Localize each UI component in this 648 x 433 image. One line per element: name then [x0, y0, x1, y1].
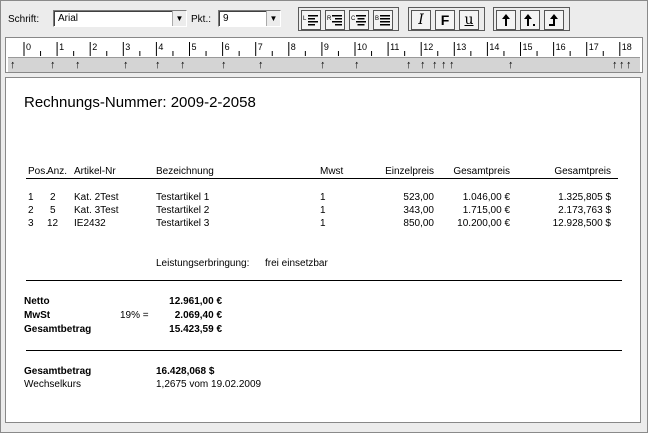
size-select[interactable] — [218, 10, 281, 27]
tab-left-button[interactable] — [496, 10, 516, 30]
chevron-down-icon[interactable]: ▼ — [266, 11, 280, 26]
cell-bezeichnung: Testartikel 2 — [156, 205, 210, 216]
ruler-number: 5 — [191, 42, 197, 52]
tab-stop-marker[interactable]: ↑ — [441, 59, 447, 71]
exchange-rate-label: Wechselkurs — [24, 379, 82, 390]
tab-stop-marker[interactable]: ↑ — [619, 59, 625, 71]
cell-anz: 5 — [50, 205, 56, 216]
font-select-value: Arial — [58, 13, 79, 24]
cell-gesamt-eur: 1.046,00 € — [462, 192, 510, 203]
tab-stop-marker[interactable]: ↑ — [123, 59, 129, 71]
ruler-number: 7 — [257, 42, 263, 52]
cell-anz: 2 — [50, 192, 56, 203]
service-label: Leistungserbringung: — [156, 258, 250, 269]
tab-stops-bar[interactable] — [8, 57, 640, 72]
ruler-scale — [6, 38, 642, 57]
ruler-number: 11 — [390, 42, 400, 52]
ruler-number: 3 — [125, 42, 131, 52]
cell-mwst: 1 — [320, 192, 326, 203]
font-select[interactable] — [53, 10, 187, 27]
cell-gesamt-eur: 10.200,00 € — [457, 218, 510, 229]
ruler-number: 13 — [456, 42, 467, 52]
col-header-gesamtpreis-eur: Gesamtpreis — [453, 166, 510, 177]
tab-stop-marker[interactable]: ↑ — [420, 59, 426, 71]
svg-text:C: C — [351, 16, 356, 22]
cell-bezeichnung: Testartikel 3 — [156, 218, 210, 229]
ruler-number: 18 — [621, 42, 632, 52]
align-right-button[interactable] — [325, 10, 345, 30]
align-right-icon — [327, 12, 343, 28]
align-justify-button[interactable] — [373, 10, 393, 30]
tab-stop-marker[interactable]: ↑ — [75, 59, 81, 71]
cell-anz: 12 — [47, 218, 59, 229]
ruler-number: 12 — [423, 42, 434, 52]
cell-pos: 1 — [28, 192, 34, 203]
ruler-number: 15 — [522, 42, 533, 52]
gesamt-value: 15.423,59 € — [169, 324, 222, 335]
align-left-icon — [303, 12, 319, 28]
col-header-anz: Anz. — [47, 166, 68, 177]
tab-stop-marker[interactable]: ↑ — [354, 59, 360, 71]
tab-left-icon — [498, 12, 514, 28]
cell-artikel: IE2432 — [74, 218, 106, 229]
align-left-button[interactable] — [301, 10, 321, 30]
col-header-gesamtpreis-usd: Gesamtpreis — [554, 166, 611, 177]
document-page[interactable] — [5, 77, 641, 423]
align-center-icon — [351, 12, 367, 28]
col-header-pos: Pos. — [28, 166, 49, 177]
align-center-button[interactable] — [349, 10, 369, 30]
divider — [26, 350, 622, 351]
tab-right-icon — [546, 12, 562, 28]
cell-gesamt-usd: 12.928,500 $ — [552, 218, 611, 229]
col-header-bezeichnung: Bezeichnung — [156, 166, 214, 177]
exchange-rate-value: 1,2675 vom 19.02.2009 — [156, 379, 262, 390]
cell-gesamt-usd: 2.173,763 $ — [558, 205, 611, 216]
header-underline — [26, 178, 618, 179]
cell-einzelpreis: 343,00 — [403, 205, 434, 216]
underline-button[interactable]: u — [459, 10, 479, 30]
cell-gesamt-eur: 1.715,00 € — [462, 205, 510, 216]
tab-decimal-icon — [522, 12, 538, 28]
cell-einzelpreis: 523,00 — [403, 192, 434, 203]
divider — [26, 280, 622, 281]
cell-artikel: Kat. 2Test — [74, 192, 119, 203]
ruler-number: 16 — [555, 42, 566, 52]
gesamt-label: Gesamtbetrag — [24, 324, 92, 335]
tab-stop-marker[interactable]: ↑ — [406, 59, 412, 71]
cell-pos: 3 — [28, 218, 34, 229]
ruler-number: 2 — [92, 42, 98, 52]
tab-stop-marker[interactable]: ↑ — [449, 59, 455, 71]
tab-stop-marker[interactable]: ↑ — [10, 59, 16, 71]
format-toolbar — [1, 1, 647, 35]
tab-stop-marker[interactable]: ↑ — [221, 59, 227, 71]
ruler-number: 8 — [290, 42, 296, 52]
tab-stop-marker[interactable]: ↑ — [320, 59, 326, 71]
mwst-value: 2.069,40 € — [174, 310, 222, 321]
ruler-number: 14 — [489, 42, 500, 52]
align-justify-icon — [375, 12, 391, 28]
invoice-title: Rechnungs-Nummer: 2009-2-2058 — [24, 94, 256, 111]
tab-stop-marker[interactable]: ↑ — [258, 59, 264, 71]
tab-stop-marker[interactable]: ↑ — [50, 59, 56, 71]
tab-stop-marker[interactable]: ↑ — [432, 59, 438, 71]
netto-label: Netto — [24, 296, 50, 307]
tab-stop-marker[interactable]: ↑ — [155, 59, 161, 71]
cell-pos: 2 — [28, 205, 34, 216]
mwst-label: MwSt — [24, 310, 51, 321]
tab-stop-marker[interactable]: ↑ — [626, 59, 632, 71]
tab-stop-marker[interactable]: ↑ — [180, 59, 186, 71]
ruler-number: 6 — [224, 42, 230, 52]
svg-text:L: L — [303, 16, 307, 22]
ruler-number: 10 — [357, 42, 368, 52]
cell-mwst: 1 — [320, 218, 326, 229]
size-select-value: 9 — [223, 13, 229, 24]
cell-bezeichnung: Testartikel 1 — [156, 192, 210, 203]
bold-button[interactable]: F — [435, 10, 455, 30]
ruler-number: 4 — [158, 42, 164, 52]
ruler-number: 17 — [588, 42, 599, 52]
col-header-mwst: Mwst — [320, 166, 344, 177]
gesamt-usd-label: Gesamtbetrag — [24, 366, 92, 377]
tab-decimal-button[interactable] — [520, 10, 540, 30]
cell-einzelpreis: 850,00 — [403, 218, 434, 229]
ruler-number: 9 — [323, 42, 329, 52]
ruler-number: 1 — [59, 42, 65, 52]
cell-mwst: 1 — [320, 205, 326, 216]
mwst-rate: 19% = — [120, 310, 149, 321]
tab-stop-marker[interactable]: ↑ — [508, 59, 514, 71]
ruler-number: 0 — [26, 42, 32, 52]
gesamt-usd-value: 16.428,068 $ — [156, 366, 215, 377]
service-value: frei einsetzbar — [265, 258, 328, 269]
cell-artikel: Kat. 3Test — [74, 205, 119, 216]
svg-text:B: B — [375, 16, 380, 22]
netto-value: 12.961,00 € — [169, 296, 222, 307]
cell-gesamt-usd: 1.325,805 $ — [558, 192, 611, 203]
tab-right-button[interactable] — [544, 10, 564, 30]
col-header-einzelpreis: Einzelpreis — [385, 166, 434, 177]
font-label: Schrift: — [8, 14, 40, 25]
chevron-down-icon[interactable]: ▼ — [172, 11, 186, 26]
italic-button[interactable]: I — [411, 10, 431, 30]
col-header-artikel: Artikel-Nr — [74, 166, 116, 177]
ruler[interactable] — [5, 37, 643, 73]
tab-stop-marker[interactable]: ↑ — [612, 59, 618, 71]
svg-text:R: R — [327, 16, 332, 22]
size-label: Pkt.: — [191, 14, 212, 25]
